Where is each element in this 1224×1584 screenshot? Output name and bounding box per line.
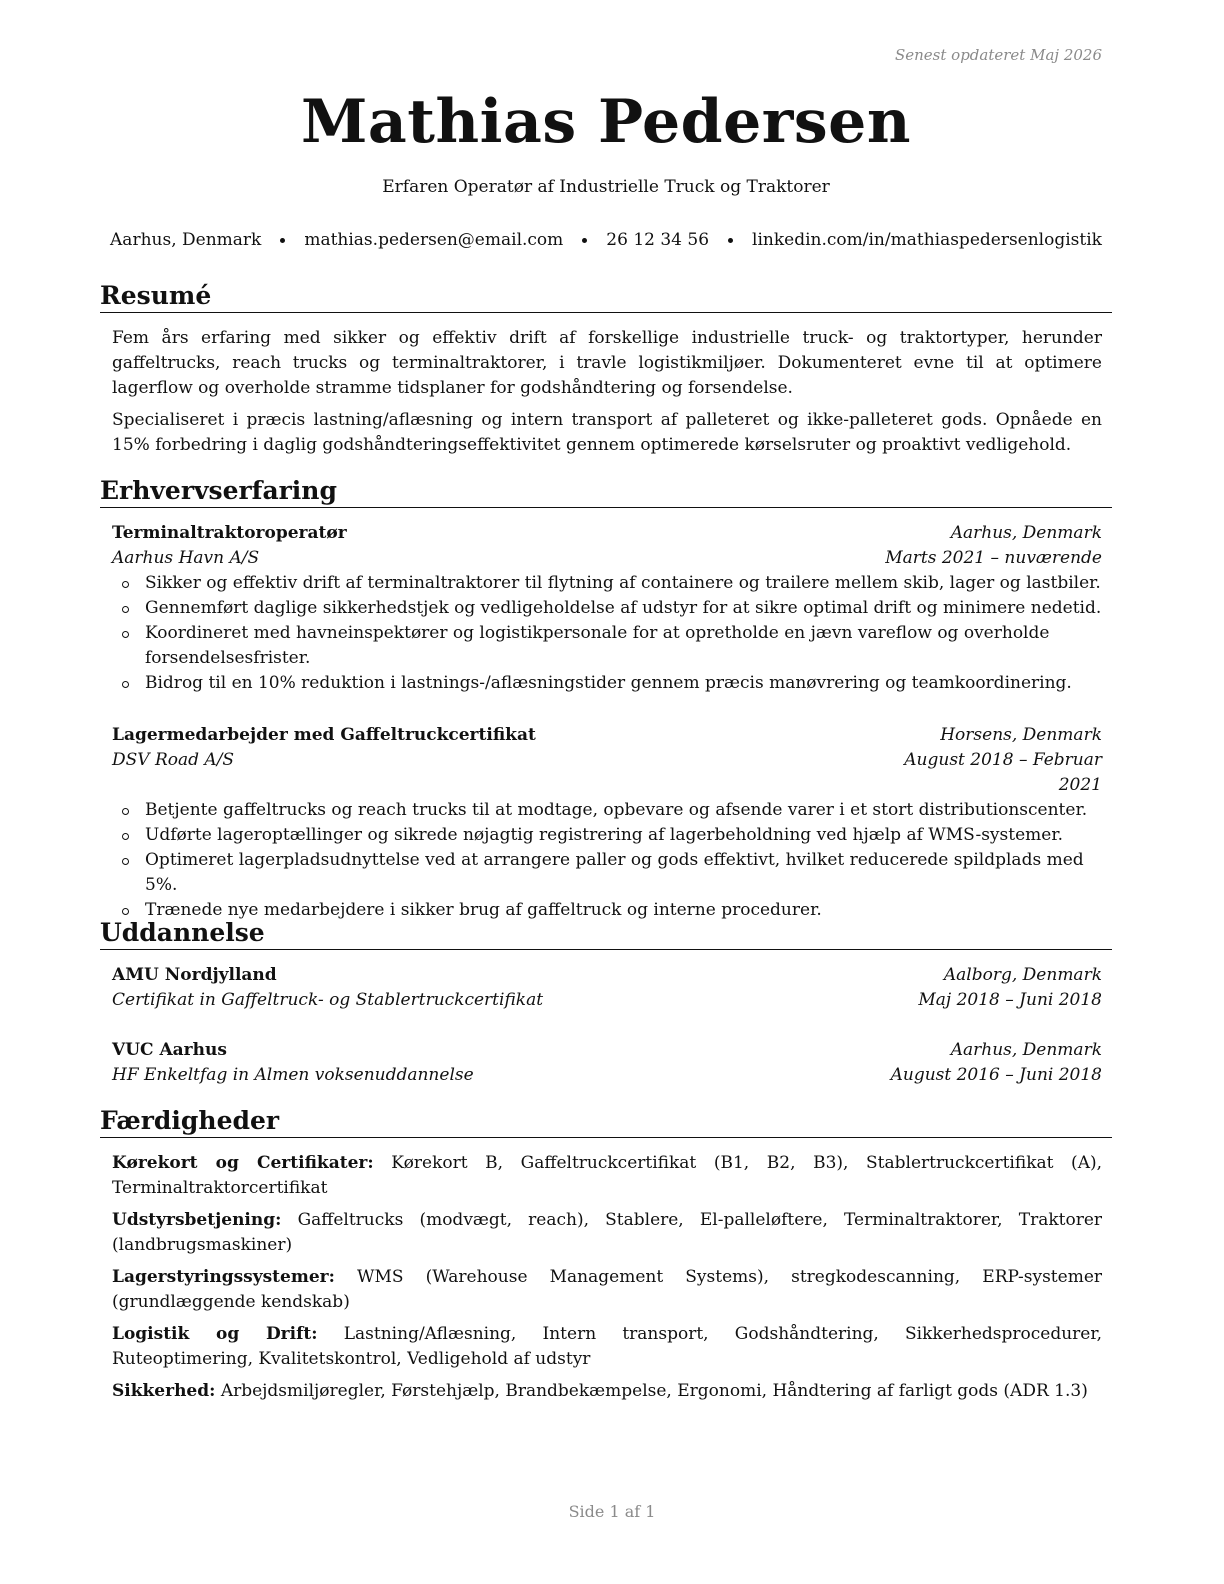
list-item: Betjente gaffeltrucks og reach trucks til at modtage, opbevare og afsende varer i et stort distributionscenter.: [112, 798, 1102, 823]
circle-bullet-icon: [122, 908, 129, 915]
headline: Erfaren Operatør af Industrielle Truck og Traktorer: [382, 177, 830, 197]
circle-bullet-icon: [122, 581, 129, 588]
school-location: Aarhus, Denmark: [950, 1040, 1102, 1060]
education-entry: [112, 963, 1102, 1013]
skills-section: [112, 1151, 1102, 1411]
list-item: Bidrog til en 10% reduktion i lastnings-/aflæsningstider gennem præcis manøvrering og teamkoordinering.: [112, 671, 1102, 696]
school-name: VUC Aarhus: [112, 1040, 227, 1060]
list-item: Optimeret lagerpladsudnyttelse ved at arrangere paller og gods effektivt, hvilket reducerede spildplads med 5%.: [112, 848, 1102, 898]
summary-section: [112, 326, 1102, 465]
circle-bullet-icon: [122, 858, 129, 865]
job-company: DSV Road A/S: [112, 750, 235, 770]
contact-location: Aarhus, Denmark: [110, 230, 262, 250]
skill-row: Lagerstyringssystemer: WMS (Warehouse Management Systems), stregkodescanning, ERP-systemer (grundlæggende kendskab): [112, 1267, 1103, 1312]
contact-linkedin[interactable]: linkedin.com/in/mathiaspedersenlogistik: [752, 230, 1102, 250]
section-title-education: Uddannelse: [100, 917, 1112, 950]
skill-row: Udstyrsbetjening: Gaffeltrucks (modvægt, reach), Stablere, El-palleløftere, Terminaltraktorer, Traktorer (landbrugsmaskiner): [112, 1210, 1103, 1255]
bullet-separator: [582, 238, 587, 243]
job-role: Lagermedarbejder med Gaffeltruckcertifikat: [112, 725, 536, 745]
list-item: Koordineret med havneinspektører og logistikpersonale for at opretholde en jævn vareflow og overholde forsendelsesfrister.: [112, 621, 1102, 671]
degree: Certifikat in Gaffeltruck- og Stablertruckcertifikat: [112, 990, 544, 1010]
job-dates: August 2018 – Februar 2021: [904, 750, 1102, 795]
section-title-experience: Erhvervserfaring: [100, 475, 1112, 508]
last-updated: Senest opdateret Maj 2026: [894, 46, 1102, 64]
circle-bullet-icon: [122, 808, 129, 815]
candidate-name: Mathias Pedersen: [301, 87, 911, 157]
contact-phone: 26 12 34 56: [606, 230, 710, 250]
education-dates: Maj 2018 – Juni 2018: [918, 990, 1102, 1010]
circle-bullet-icon: [122, 681, 129, 688]
circle-bullet-icon: [122, 606, 129, 613]
job-entry: [112, 723, 1102, 923]
resume-page: [100, 0, 1112, 1584]
bullet-separator: [280, 238, 285, 243]
list-item: Udførte lageroptællinger og sikrede nøjagtig registrering af lagerbeholdning ved hjælp af WMS-systemer.: [112, 823, 1102, 848]
summary-paragraph: Specialiseret i præcis lastning/aflæsning og intern transport af palleteret og ikke-palleteret gods. Opnåede en 15% forbedring i daglig godshåndteringseffektivitet gennem optimerede kørselsruter og proaktivt vedligehold.: [112, 410, 1102, 455]
circle-bullet-icon: [122, 833, 129, 840]
job-role: Terminaltraktoroperatør: [112, 523, 347, 543]
job-bullets: [112, 571, 1102, 696]
list-item: Gennemført daglige sikkerhedstjek og vedligeholdelse af udstyr for at sikre optimal drift og minimere nedetid.: [112, 596, 1102, 621]
job-location: Aarhus, Denmark: [950, 523, 1102, 543]
job-entry: [112, 521, 1102, 696]
school-name: AMU Nordjylland: [112, 965, 277, 985]
list-item: Trænede nye medarbejdere i sikker brug af gaffeltruck og interne procedurer.: [112, 898, 1102, 923]
list-item: Sikker og effektiv drift af terminaltraktorer til flytning af containere og trailere mellem skib, lager og lastbiler.: [112, 571, 1102, 596]
job-bullets: [112, 798, 1102, 923]
skill-row: Logistik og Drift: Lastning/Aflæsning, Intern transport, Godshåndtering, Sikkerhedsprocedurer, Ruteoptimering, Kvalitetskontrol, Vedligehold af udstyr: [112, 1324, 1102, 1369]
contact-email[interactable]: mathias.pedersen@email.com: [304, 230, 564, 250]
bullet-separator: [728, 238, 733, 243]
job-dates: Marts 2021 – nuværende: [885, 548, 1102, 568]
skill-row: Kørekort og Certifikater: Kørekort B, Gaffeltruckcertifikat (B1, B2, B3), Stablertruckcertifikat (A), Terminaltraktorcertifikat: [112, 1153, 1103, 1198]
education-entry: [112, 1038, 1102, 1088]
education-dates: August 2016 – Juni 2018: [890, 1065, 1102, 1085]
degree: HF Enkeltfag in Almen voksenuddannelse: [112, 1065, 474, 1085]
job-location: Horsens, Denmark: [940, 725, 1102, 745]
section-title-summary: Resumé: [100, 280, 1112, 313]
school-location: Aalborg, Denmark: [943, 965, 1102, 985]
page-number: Side 1 af 1: [568, 1502, 656, 1521]
circle-bullet-icon: [122, 631, 129, 638]
summary-paragraph: Fem års erfaring med sikker og effektiv drift af forskellige industrielle truck- og traktortyper, herunder gaffeltrucks, reach trucks og terminaltraktorer, i travle logistikmiljøer. Dokumenteret evne til at optimere lagerflow og overholde stramme tidsplaner for godshåndtering og forsendelse.: [112, 328, 1102, 398]
job-company: Aarhus Havn A/S: [112, 548, 260, 568]
contact-line: [100, 228, 1112, 252]
skill-row: Sikkerhed: Arbejdsmiljøregler, Førstehjælp, Brandbekæmpelse, Ergonomi, Håndtering af farligt gods (ADR 1.3): [112, 1381, 1088, 1401]
section-title-skills: Færdigheder: [100, 1105, 1112, 1138]
